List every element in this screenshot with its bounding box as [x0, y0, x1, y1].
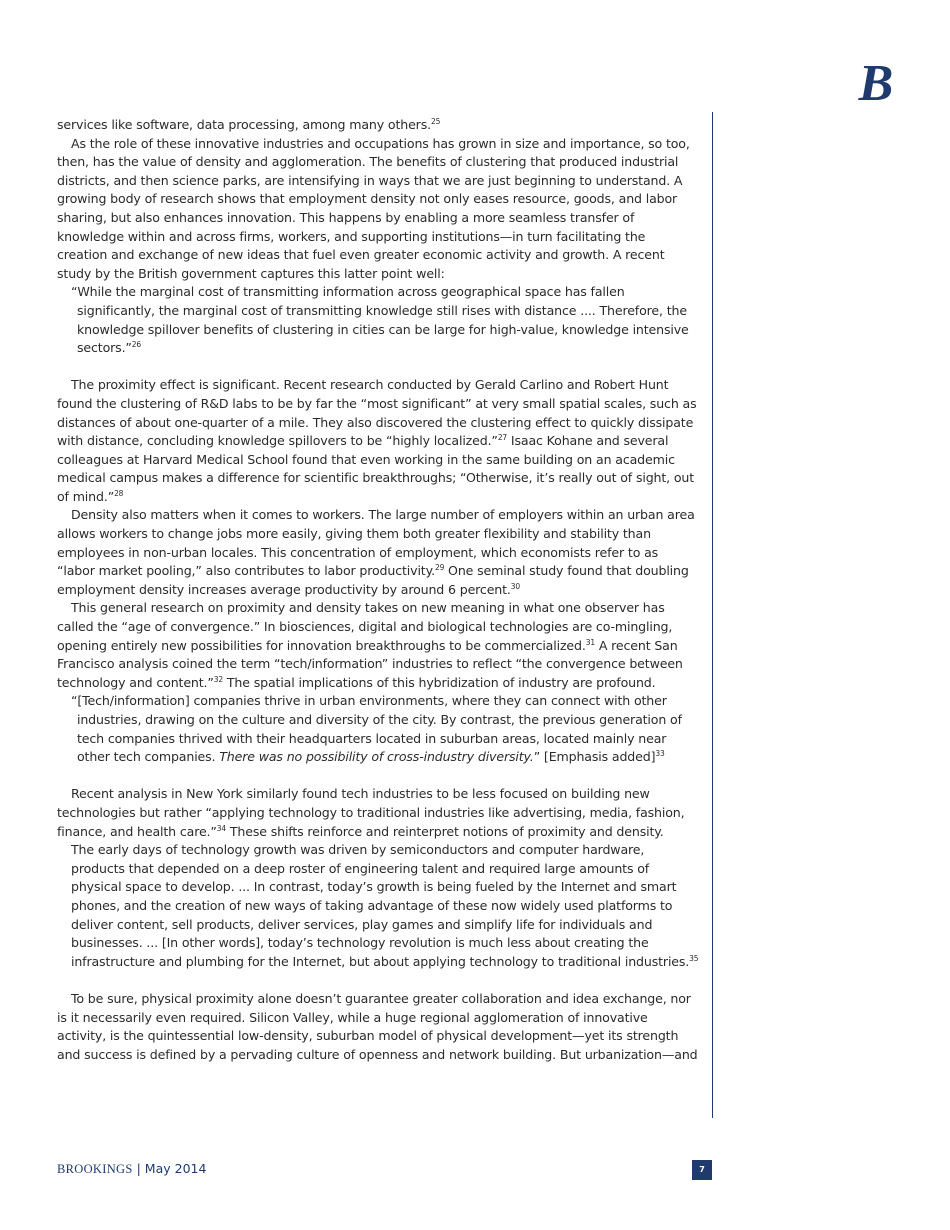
brookings-logo-icon [856, 56, 896, 106]
emphasis-text: There was no possibility of cross-industry diversity. [219, 749, 534, 765]
paragraph-1: services like software, data processing, among many others.$^{25}$ [57, 117, 441, 132]
block-quote-3: The early days of technology growth was driven by semiconductors and computer hardware, products that depended on a deep roster of engineering talent and required large amounts of physical space to develop. ... In contrast, today’s growth is being fueled by the Internet and smart phones, and the creation of new ways of taking advantage of these now widely used platforms to deliver content, sell products, deliver services, play games and simplify life for individuals and businesses. ... [In other words], today’s technology revolution is much less about creating the infrastructure and plumbing for the Internet, but about applying technology to traditional industries.$^{35}$ [71, 842, 699, 969]
footnote-ref-27[interactable]: 27 [497, 433, 508, 443]
footer-separator: | [132, 1161, 145, 1176]
footnote-ref-35[interactable]: 35 [689, 953, 699, 963]
footnote-ref-33[interactable]: 33 [655, 749, 665, 759]
footnote-ref-32[interactable]: 32 [213, 674, 224, 684]
footnote-ref-34[interactable]: 34 [216, 823, 227, 833]
footnote-ref-25[interactable]: 25 [430, 117, 441, 126]
footnote-ref-26[interactable]: 26 [131, 340, 142, 350]
footnote-ref-29[interactable]: 29 [434, 563, 445, 573]
footer-publication [57, 1161, 206, 1177]
article-body [57, 116, 699, 1064]
paragraph-3: The proximity effect is significant. Recent research conducted by Gerald Carlino and Robert Hunt found the clustering of R&D labs to be by far the “most significant” at very small spatial scales, such as distances of about one-quarter of a mile. They also discovered the clustering effect to quickly dissipate with distance, concluding knowledge spillovers to be “highly localized.”$^{27}$ Isaac Kohane and several colleagues at Harvard Medical School found that even working in the same building on an academic medical campus makes a difference for scientific breakthroughs; “Otherwise, it’s really out of sight, out of mind.”$^{28}$ [57, 377, 697, 504]
block-quote-2: “[Tech/information] companies thrive in urban environments, where they can connect with other industries, drawing on the culture and diversity of the city. By contrast, the previous generation of tech companies thrived with their headquarters located in suburban areas, located mainly near other tech companies. There was no possibility of cross-industry diversity.” [Emphasis added]$^{33}$ [71, 693, 682, 765]
logo-letter: B [858, 56, 894, 106]
block-quote-1: “While the marginal cost of transmitting information across geographical space has fallen significantly, the marginal cost of transmitting knowledge still rises with distance .... Therefore, the knowledge spillover benefits of clustering in cities can be large for high-value, knowledge intensive sectors.”$^{26}$ [71, 284, 689, 356]
paragraph-6: Recent analysis in New York similarly found tech industries to be less focused on building new technologies but rather “applying technology to traditional industries like advertising, media, fashion, finance, and health care.”$^{34}$ These shifts reinforce and reinterpret notions of proximity and density. [57, 786, 685, 839]
paragraph-2: As the role of these innovative industries and occupations has grown in size and importance, so too, then, has the value of density and agglomeration. The benefits of clustering that produced industrial districts, and then science parks, are intensifying in ways that we are just beginning to understand. A growing body of research shows that employment density not only eases resource, goods, and labor sharing, but also enhances innovation. This happens by enabling a more seamless transfer of knowledge within and across firms, workers, and supporting institutions—in turn facilitating the creation and exchange of new ideas that fuel even greater economic activity and growth. A recent study by the British government captures this latter point well: [57, 135, 690, 281]
paragraph-4: Density also matters when it comes to workers. The large number of employers within an urban area allows workers to change jobs more easily, giving them both greater flexibility and stability than employees in non-urban locales. This concentration of employment, which economists refer to as “labor market pooling,” also contributes to labor productivity.$^{29}$ One seminal study found that doubling employment density increases average productivity by around 6 percent.$^{30}$ [57, 507, 695, 597]
paragraph-7: To be sure, physical proximity alone doesn’t guarantee greater collaboration and idea exchange, nor is it necessarily even required. Silicon Valley, while a huge regional agglomeration of innovative activity, is the quintessential low-density, suburban model of physical development—yet its strength and success is defined by a pervading culture of openness and network building. But urbanization—and [57, 990, 698, 1062]
page-number: 7 [692, 1160, 712, 1180]
footer-date: May 2014 [144, 1161, 207, 1176]
footnote-ref-30[interactable]: 30 [510, 581, 521, 591]
footnote-ref-28[interactable]: 28 [114, 488, 124, 498]
paragraph-5: This general research on proximity and density takes on new meaning in what one observer has called the “age of convergence.” In biosciences, digital and biological technologies are co-mingling, opening entirely new possibilities for innovation breakthroughs to be commercialized.$^{31}$ A recent San Francisco analysis coined the term “tech/information” industries to reflect “the convergence between technology and content.”$^{32}$ The spatial implications of this hybridization of industry are profound. [57, 600, 683, 690]
footnote-ref-31[interactable]: 31 [585, 637, 595, 647]
margin-rule [712, 112, 713, 1118]
footer-org: BROOKINGS [57, 1162, 133, 1176]
